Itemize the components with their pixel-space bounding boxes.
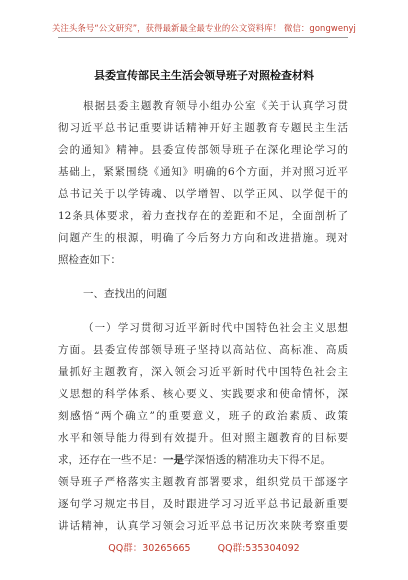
footer-qq-group-2: QQ群:535304092: [217, 543, 300, 554]
paragraph-line: 逐句学习规定书目，及时跟进学习习近平总书记最新重要: [58, 498, 348, 510]
footer-qq-group-1: QQ群：30265665: [108, 543, 191, 554]
paragraph-line: 会的通知》精神。县委宣传部领导班子在深化理论学习的: [58, 144, 348, 156]
paragraph-line: 问题产生的根源，明确了今后努力方向和改进措施。现对: [58, 232, 348, 244]
paragraph-line: 12条具体要求，着力查找存在的差距和不足，全面剖析了: [58, 210, 348, 222]
paragraph-text: 求，还存在一些不足：: [58, 454, 163, 466]
paragraph-line: 总书记关于以学铸魂、以学增智、以学正风、以学促干的: [58, 188, 348, 200]
paragraph-line: 水平和领导能力得到有效提升。但对照主题教育的目标要: [58, 432, 348, 444]
section-heading: 一、查找出的问题: [83, 288, 167, 300]
paragraph-line: [58, 453, 331, 467]
paragraph-line: 方面。县委宣传部领导班子坚持以高站位、高标准、高质: [58, 344, 348, 356]
header-divider: [58, 37, 348, 38]
header-note: 关注头条号“公文研究”，获得最新最全最专业的公文资料库！ 微信：gongwenyj: [52, 23, 356, 33]
paragraph-text: 学深悟透的精准功夫下得不足。: [184, 454, 331, 466]
paragraph-line: 照检查如下：: [58, 254, 121, 266]
paragraph-line: 量抓好主题教育，深入领会习近平新时代中国特色社会主: [58, 366, 348, 378]
paragraph-line: （一）学习贯彻习近平新时代中国特色社会主义思想: [83, 322, 348, 334]
paragraph-line: 讲话精神，认真学习领会习近平总书记历次来陕考察重要: [58, 520, 348, 532]
paragraph-line: 领导班子严格落实主题教育部署要求，组织党员干部逐字: [58, 476, 348, 488]
paragraph-line: 根据县委主题教育领导小组办公室《关于认真学习贯: [83, 100, 348, 112]
paragraph-line: 彻习近平总书记重要讲话精神开好主题教育专题民主生活: [58, 122, 348, 134]
paragraph-line: 刻感悟“两个确立”的重要意义，班子的政治素质、政策: [58, 410, 348, 422]
paragraph-line: 义思想的科学体系、核心要义、实践要求和使命情怀，深: [58, 388, 348, 400]
footer: [0, 540, 408, 554]
paragraph-line: 基础上，紧紧围绕《通知》明确的6个方面，并对照习近平: [58, 166, 348, 178]
emphasis-text: 一是: [163, 454, 184, 466]
document-title: 县委宣传部民主生活会领导班子对照检查材料: [94, 69, 314, 82]
